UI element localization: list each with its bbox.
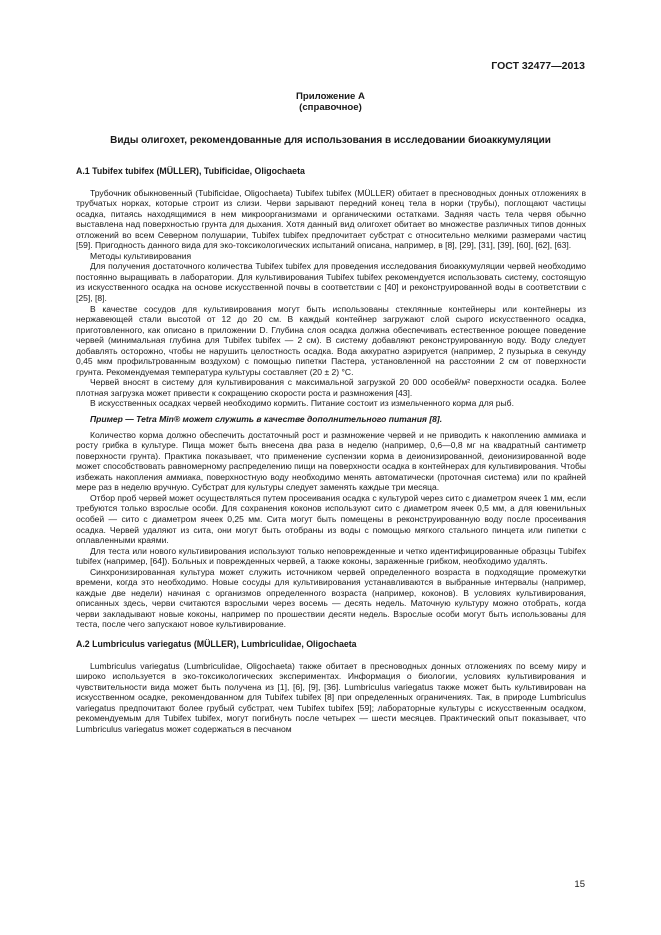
main-title: Виды олигохет, рекомендованные для использования в исследовании биоаккумуляции: [110, 135, 551, 146]
section-heading-a2: А.2 Lumbriculus variegatus (MÜLLER), Lumbriculidae, Oligochaeta: [76, 638, 357, 649]
document-body: [76, 166, 586, 734]
paragraph: Трубочник обыкновенный (Tubificidae, Oligochaeta) Tubifex tubifex (MÜLLER) обитает в пресноводных донных отложениях в трубчатых норках, которые строит из слизи. Черви зарывают передний конец тела в норки (трубы), поглощают частицы осадка, питаясь находящимися в нем микроорганизмами и органическими остатками. Задняя часть тела червя обычно выставлена над поверхностью грунта для дыхания. Хотя данный вид олигохет обитает во множестве различных типов донных отложений во всем Северном полушарии, Tubifex tubifex предпочитает субстрат с относительно мелкими размерами частиц [59]. Пригодность данного вида для эко-токсикологических испытаний описана, например, в [8], [29], [31], [39], [60], [62], [63].: [76, 187, 586, 251]
paragraph: Червей вносят в систему для культивирования с максимальной загрузкой 20 000 особей/м² поверхности осадка. Более плотная загрузка может привести к сокращению скорости роста и размножения [43].: [76, 377, 586, 398]
example-note: Пример — Tetra Min® может служить в качестве дополнительного питания [8].: [90, 414, 443, 425]
paragraph: Отбор проб червей может осуществляться путем просеивания осадка с культурой через сито с диаметром ячеек 1 мм, если требуются только взрослые особи. Для сохранения коконов используют сито с диаметром ячеек 0,5 мм, а для ювенильных особей — сито с диаметром ячеек 0,25 мм. Сита могут быть помещены в реконструированную воду после просеивания осадка. Червей удаляют из сита, они могут быть отобраны из воды с помощью мягкого стального пинцета или пипетки с оплавленными краями.: [76, 492, 586, 546]
subheading-cultivation-methods: Методы культивирования: [90, 250, 192, 261]
paragraph: В искусственных осадках червей необходимо кормить. Питание состоит из измельченного корма для рыб.: [90, 398, 514, 409]
paragraph: Lumbriculus variegatus (Lumbriculidae, Oligochaeta) также обитает в пресноводных донных отложениях по всему миру и широко используется в эко-токсикологических экспериментах. Информация о биологии, условиях культивирования и чувствительности вида может быть получена из [1], [6], [9], [36]. Lumbriculus variegatus также может быть культивирован на искусственном осадке, рекомендованном для Tubifex tubifex [8] при определенных ограничениях. Так, в природе Lumbriculus variegatus предпочитают более грубый субстрат, чем Tubifex tubifex [59]; лабораторные культуры с искусственным осадком, рекомендуемым для Tubifex tubifex, могут погибнуть после четырех — шести месяцев. Практический опыт показывает, что Lumbriculus variegatus может содержаться в песчаном: [76, 660, 586, 734]
paragraph: Синхронизированная культура может служить источником червей определенного возраста в подходящие промежутки времени, когда это необходимо. Новые сосуды для культивирования устанавливаются в выбранные интервалы (например, каждые две недели) начиная с организмов определенного возраста (например, коконов). В условиях культивирования, описанных здесь, черви считаются взрослыми через восемь — десять недель. Маточную культуру можно отобрать, когда черви закладывают новые коконы, например по прошествии десяти недель. Взрослые особи могут быть использованы для теста, после чего запускают новое культивирование.: [76, 566, 586, 630]
annex-note: (справочное): [299, 102, 362, 113]
section-heading-a1: А.1 Tubifex tubifex (MÜLLER), Tubificidae, Oligochaeta: [76, 166, 305, 176]
standard-code: ГОСТ 32477—2013: [491, 60, 585, 72]
paragraph: Для получения достаточного количества Tubifex tubifex для проведения исследования биоаккумуляции червей необходимо постоянно выращивать в лаборатории. Для культивирования Tubifex tubifex рекомендуется использовать систему, состоящую из искусственного осадка на основе искусственной почвы в соответствии с [40] и реконструированной воды в соответствии с [25], [8].: [76, 261, 586, 304]
annex-heading: [0, 91, 661, 113]
paragraph: Для теста или нового культивирования используют только неповрежденные и четко идентифицированные образцы Tubifex tubifex (например, [64]). Больных и поврежденных червей, а также коконы, зараженные грибком, необходимо удалять.: [76, 545, 586, 567]
annex-title: Приложение А: [296, 91, 365, 102]
page-number: 15: [574, 879, 585, 890]
paragraph: Количество корма должно обеспечить достаточный рост и размножение червей и не приводить к накоплению аммиака и росту грибка в культуре. Пища может быть внесена два раза в неделю (например, 0,6—0,8 мг на квадратный сантиметр поверхности грунта). Практика показывает, что применение суспензии корма в деионизированной, деионизированной воде может способствовать равномерному распределению пищи на поверхности осадка в контейнерах для культивирования. Чтобы избежать накопления аммиака, поверхностную воду необходимо менять автоматически (проточная система) или по крайней мере раз в неделю вручную. Субстрат для культуры следует заменять каждые три месяца.: [76, 429, 586, 493]
paragraph: В качестве сосудов для культивирования могут быть использованы стеклянные контейнеры или контейнеры из нержавеющей стали высотой от 12 до 20 см. В каждый контейнер загружают слой сырого искусственного осадка, приготовленного, как описано в приложении D. Глубина слоя осадка должна обеспечивать естественное роющее поведение червей (минимальная глубина для Tubifex tubifex — 2 см). В систему добавляют реконструированную воду. Воду следует добавлять осторожно, чтобы не нарушить целостность осадка. Вода аккуратно аэрируется (например, 2 пузырька в секунду 0,45 мкм профильтрованным воздухом) с помощью пипетки Пастера, установленной на расстоянии 2 см от поверхности грунта. Рекомендуемая температура культуры составляет (20 ± 2) °С.: [76, 303, 586, 377]
